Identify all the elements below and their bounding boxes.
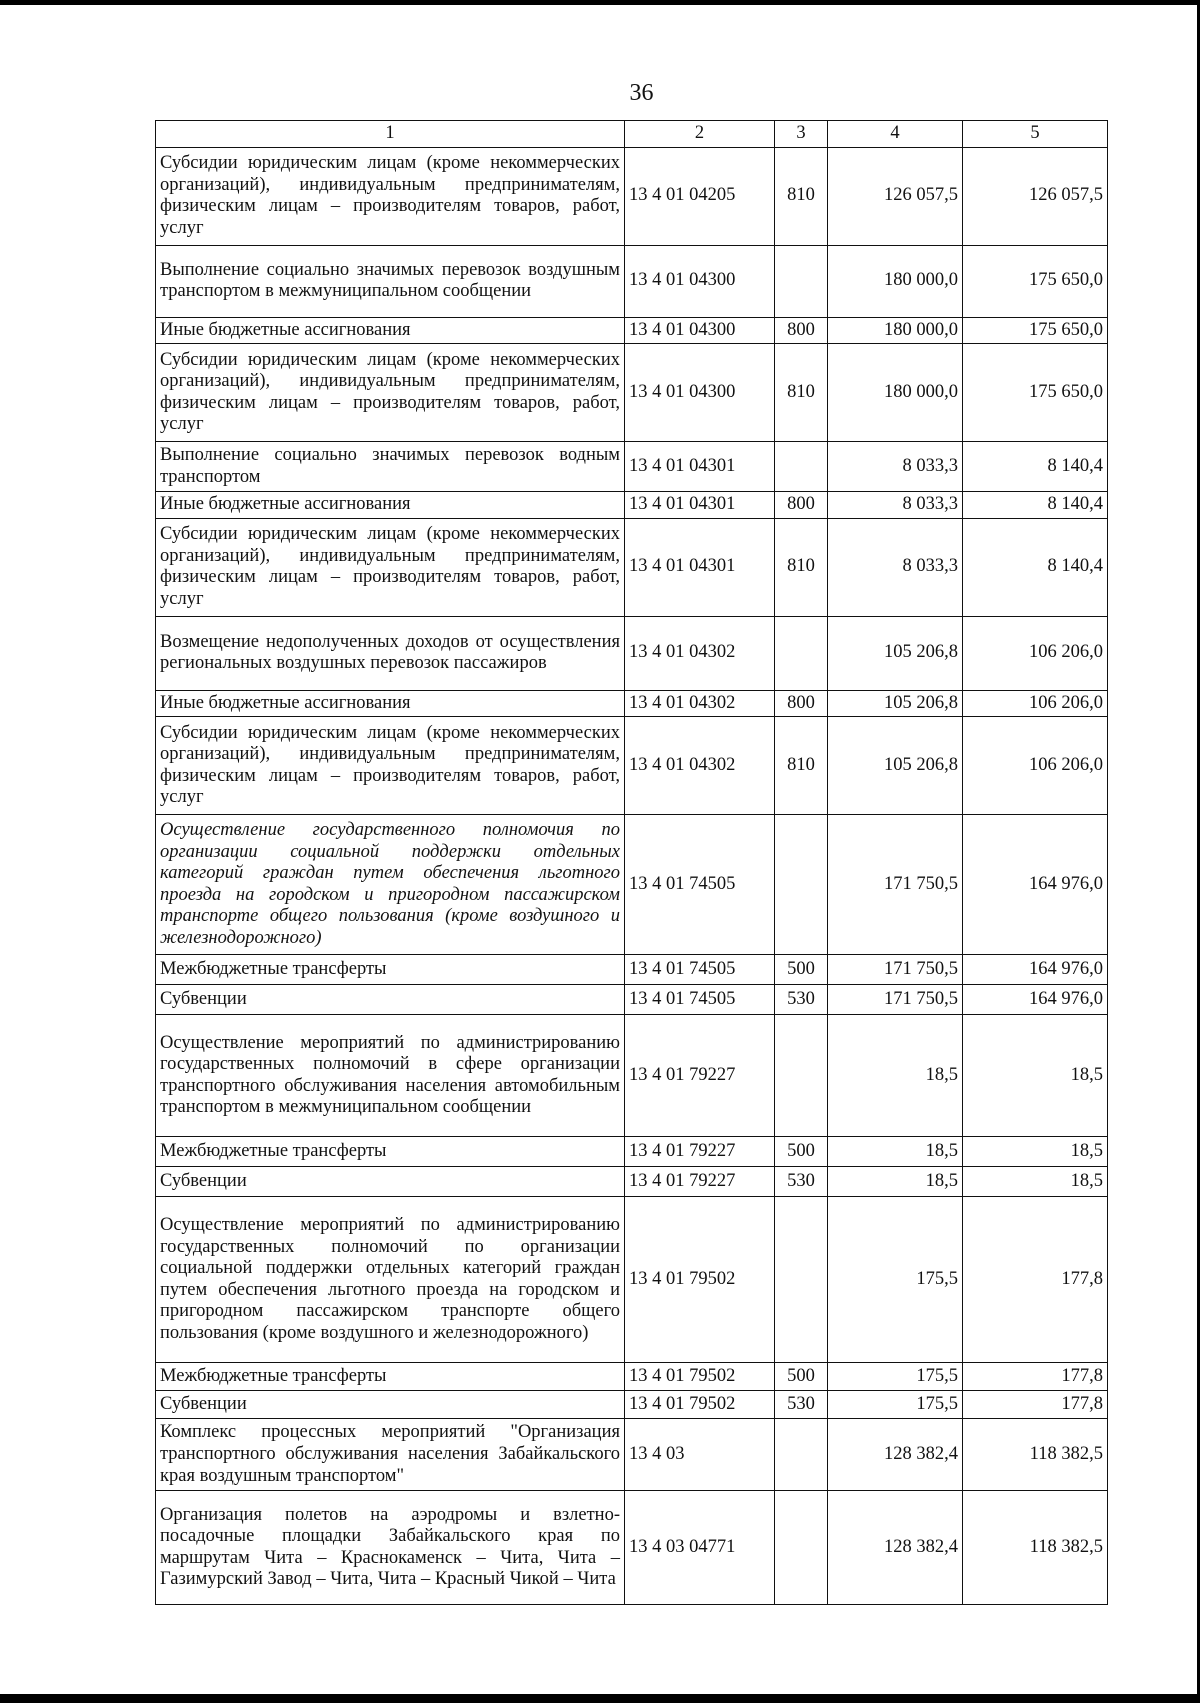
- expense-name: Субсидии юридическим лицам (кроме некоммерческих организаций), индивидуальным предпринимателям, физическим лицам – производителям товаров, работ, услуг: [156, 344, 625, 442]
- header-cell: 1: [156, 121, 625, 148]
- amount-col4: 180 000,0: [828, 245, 963, 317]
- expense-type-code: 810: [775, 518, 828, 616]
- amount-col4: 18,5: [828, 1167, 963, 1197]
- amount-col5: 106 206,0: [963, 616, 1108, 690]
- table-row: [156, 985, 1108, 1015]
- expense-type-code: 800: [775, 690, 828, 717]
- expense-type-code: 530: [775, 1167, 828, 1197]
- expense-type-code: [775, 1197, 828, 1363]
- amount-col5: 175 650,0: [963, 245, 1108, 317]
- expense-type-code: 500: [775, 1137, 828, 1167]
- target-code: 13 4 01 79227: [625, 1137, 775, 1167]
- table-row: [156, 1167, 1108, 1197]
- header-cell: 4: [828, 121, 963, 148]
- target-code: 13 4 01 74505: [625, 815, 775, 955]
- expense-name: Межбюджетные трансферты: [156, 955, 625, 985]
- amount-col5: 177,8: [963, 1391, 1108, 1419]
- amount-col4: 171 750,5: [828, 985, 963, 1015]
- table-row: [156, 1137, 1108, 1167]
- header-cell: 5: [963, 121, 1108, 148]
- expense-name: Осуществление мероприятий по администрированию государственных полномочий в сфере организации транспортного обслуживания населения автомобильным транспортом в межмуниципальном сообщении: [156, 1015, 625, 1137]
- amount-col5: 175 650,0: [963, 344, 1108, 442]
- expense-type-code: 530: [775, 985, 828, 1015]
- table-row: [156, 955, 1108, 985]
- amount-col5: 164 976,0: [963, 815, 1108, 955]
- amount-col5: 8 140,4: [963, 492, 1108, 519]
- expense-type-code: 800: [775, 492, 828, 519]
- target-code: 13 4 01 74505: [625, 985, 775, 1015]
- amount-col4: 128 382,4: [828, 1419, 963, 1491]
- table-row: [156, 717, 1108, 815]
- expense-type-code: 810: [775, 717, 828, 815]
- amount-col5: 126 057,5: [963, 147, 1108, 245]
- expense-name: Субвенции: [156, 985, 625, 1015]
- expense-type-code: [775, 1015, 828, 1137]
- expense-name: Субсидии юридическим лицам (кроме некоммерческих организаций), индивидуальным предпринимателям, физическим лицам – производителям товаров, работ, услуг: [156, 518, 625, 616]
- amount-col5: 18,5: [963, 1167, 1108, 1197]
- table-row: [156, 1197, 1108, 1363]
- target-code: 13 4 01 04302: [625, 616, 775, 690]
- amount-col4: 180 000,0: [828, 344, 963, 442]
- target-code: 13 4 01 04300: [625, 317, 775, 344]
- expense-name: Выполнение социально значимых перевозок водным транспортом: [156, 442, 625, 492]
- expense-name: Выполнение социально значимых перевозок воздушным транспортом в межмуниципальном сообщении: [156, 245, 625, 317]
- target-code: 13 4 01 04302: [625, 717, 775, 815]
- expense-type-code: 800: [775, 317, 828, 344]
- amount-col5: 164 976,0: [963, 955, 1108, 985]
- target-code: 13 4 01 04301: [625, 492, 775, 519]
- target-code: 13 4 01 04300: [625, 344, 775, 442]
- expense-type-code: [775, 1419, 828, 1491]
- amount-col4: 105 206,8: [828, 690, 963, 717]
- amount-col5: 18,5: [963, 1137, 1108, 1167]
- amount-col4: 175,5: [828, 1363, 963, 1391]
- amount-col4: 126 057,5: [828, 147, 963, 245]
- amount-col4: 8 033,3: [828, 518, 963, 616]
- table-row: [156, 518, 1108, 616]
- expense-type-code: 500: [775, 955, 828, 985]
- target-code: 13 4 01 04300: [625, 245, 775, 317]
- page-number: 36: [629, 80, 654, 106]
- expense-name: Иные бюджетные ассигнования: [156, 690, 625, 717]
- expense-name: Осуществление государственного полномочия по организации социальной поддержки отдельных категорий граждан путем обеспечения льготного проезда на городском и пригородном пассажирском транспорте общего пользования (кроме воздушного и железнодорожного): [156, 815, 625, 955]
- amount-col5: 118 382,5: [963, 1419, 1108, 1491]
- amount-col4: 18,5: [828, 1137, 963, 1167]
- expense-name: Иные бюджетные ассигнования: [156, 492, 625, 519]
- expense-name: Межбюджетные трансферты: [156, 1137, 625, 1167]
- expense-name: Субсидии юридическим лицам (кроме некоммерческих организаций), индивидуальным предпринимателям, физическим лицам – производителям товаров, работ, услуг: [156, 147, 625, 245]
- scan-border-bottom: [0, 1694, 1200, 1703]
- table-row: [156, 245, 1108, 317]
- table-row: [156, 147, 1108, 245]
- expense-type-code: [775, 245, 828, 317]
- table-row: [156, 616, 1108, 690]
- expense-type-code: [775, 1491, 828, 1605]
- amount-col5: 164 976,0: [963, 985, 1108, 1015]
- expense-name: Организация полетов на аэродромы и взлетно-посадочные площадки Забайкальского края по маршрутам Чита – Краснокаменск – Чита, Чита – Газимурский Завод – Чита, Чита – Красный Чикой – Чита: [156, 1491, 625, 1605]
- expense-type-code: 500: [775, 1363, 828, 1391]
- target-code: 13 4 03: [625, 1419, 775, 1491]
- amount-col4: 8 033,3: [828, 442, 963, 492]
- amount-col5: 8 140,4: [963, 518, 1108, 616]
- expense-type-code: 810: [775, 344, 828, 442]
- expense-name: Субвенции: [156, 1167, 625, 1197]
- budget-table: [155, 120, 1108, 1605]
- amount-col5: 106 206,0: [963, 690, 1108, 717]
- table-header-row: [156, 121, 1108, 148]
- amount-col5: 8 140,4: [963, 442, 1108, 492]
- amount-col4: 105 206,8: [828, 616, 963, 690]
- amount-col4: 175,5: [828, 1197, 963, 1363]
- header-cell: 3: [775, 121, 828, 148]
- amount-col4: 128 382,4: [828, 1491, 963, 1605]
- header-cell: 2: [625, 121, 775, 148]
- table-row: [156, 690, 1108, 717]
- amount-col4: 171 750,5: [828, 955, 963, 985]
- expense-type-code: 810: [775, 147, 828, 245]
- expense-name: Комплекс процессных мероприятий "Организация транспортного обслуживания населения Забайкальского края воздушным транспортом": [156, 1419, 625, 1491]
- table-row: [156, 1419, 1108, 1491]
- amount-col5: 177,8: [963, 1197, 1108, 1363]
- expense-type-code: [775, 616, 828, 690]
- table-row: [156, 815, 1108, 955]
- expense-type-code: [775, 815, 828, 955]
- amount-col4: 180 000,0: [828, 317, 963, 344]
- amount-col4: 175,5: [828, 1391, 963, 1419]
- target-code: 13 4 01 04301: [625, 518, 775, 616]
- amount-col5: 175 650,0: [963, 317, 1108, 344]
- table-row: [156, 344, 1108, 442]
- target-code: 13 4 01 04205: [625, 147, 775, 245]
- table-row: [156, 1491, 1108, 1605]
- expense-name: Возмещение недополученных доходов от осуществления региональных воздушных перевозок пассажиров: [156, 616, 625, 690]
- expense-name: Межбюджетные трансферты: [156, 1363, 625, 1391]
- amount-col5: 177,8: [963, 1363, 1108, 1391]
- table-row: [156, 317, 1108, 344]
- amount-col5: 106 206,0: [963, 717, 1108, 815]
- amount-col4: 8 033,3: [828, 492, 963, 519]
- table-row: [156, 442, 1108, 492]
- expense-type-code: 530: [775, 1391, 828, 1419]
- table-row: [156, 492, 1108, 519]
- amount-col5: 18,5: [963, 1015, 1108, 1137]
- amount-col4: 105 206,8: [828, 717, 963, 815]
- amount-col5: 118 382,5: [963, 1491, 1108, 1605]
- table-row: [156, 1363, 1108, 1391]
- expense-name: Субвенции: [156, 1391, 625, 1419]
- table-row: [156, 1015, 1108, 1137]
- table-row: [156, 1391, 1108, 1419]
- target-code: 13 4 01 04302: [625, 690, 775, 717]
- expense-type-code: [775, 442, 828, 492]
- amount-col4: 171 750,5: [828, 815, 963, 955]
- target-code: 13 4 01 79227: [625, 1015, 775, 1137]
- amount-col4: 18,5: [828, 1015, 963, 1137]
- target-code: 13 4 01 79502: [625, 1391, 775, 1419]
- expense-name: Иные бюджетные ассигнования: [156, 317, 625, 344]
- target-code: 13 4 01 04301: [625, 442, 775, 492]
- expense-name: Субсидии юридическим лицам (кроме некоммерческих организаций), индивидуальным предпринимателям, физическим лицам – производителям товаров, работ, услуг: [156, 717, 625, 815]
- expense-name: Осуществление мероприятий по администрированию государственных полномочий по организации социальной поддержки отдельных категорий граждан путем обеспечения льготного проезда на городском и пригородном пассажирском транспорте общего пользования (кроме воздушного и железнодорожного): [156, 1197, 625, 1363]
- target-code: 13 4 01 79502: [625, 1363, 775, 1391]
- target-code: 13 4 01 79502: [625, 1197, 775, 1363]
- target-code: 13 4 01 79227: [625, 1167, 775, 1197]
- target-code: 13 4 01 74505: [625, 955, 775, 985]
- scan-border-top: [0, 0, 1200, 5]
- target-code: 13 4 03 04771: [625, 1491, 775, 1605]
